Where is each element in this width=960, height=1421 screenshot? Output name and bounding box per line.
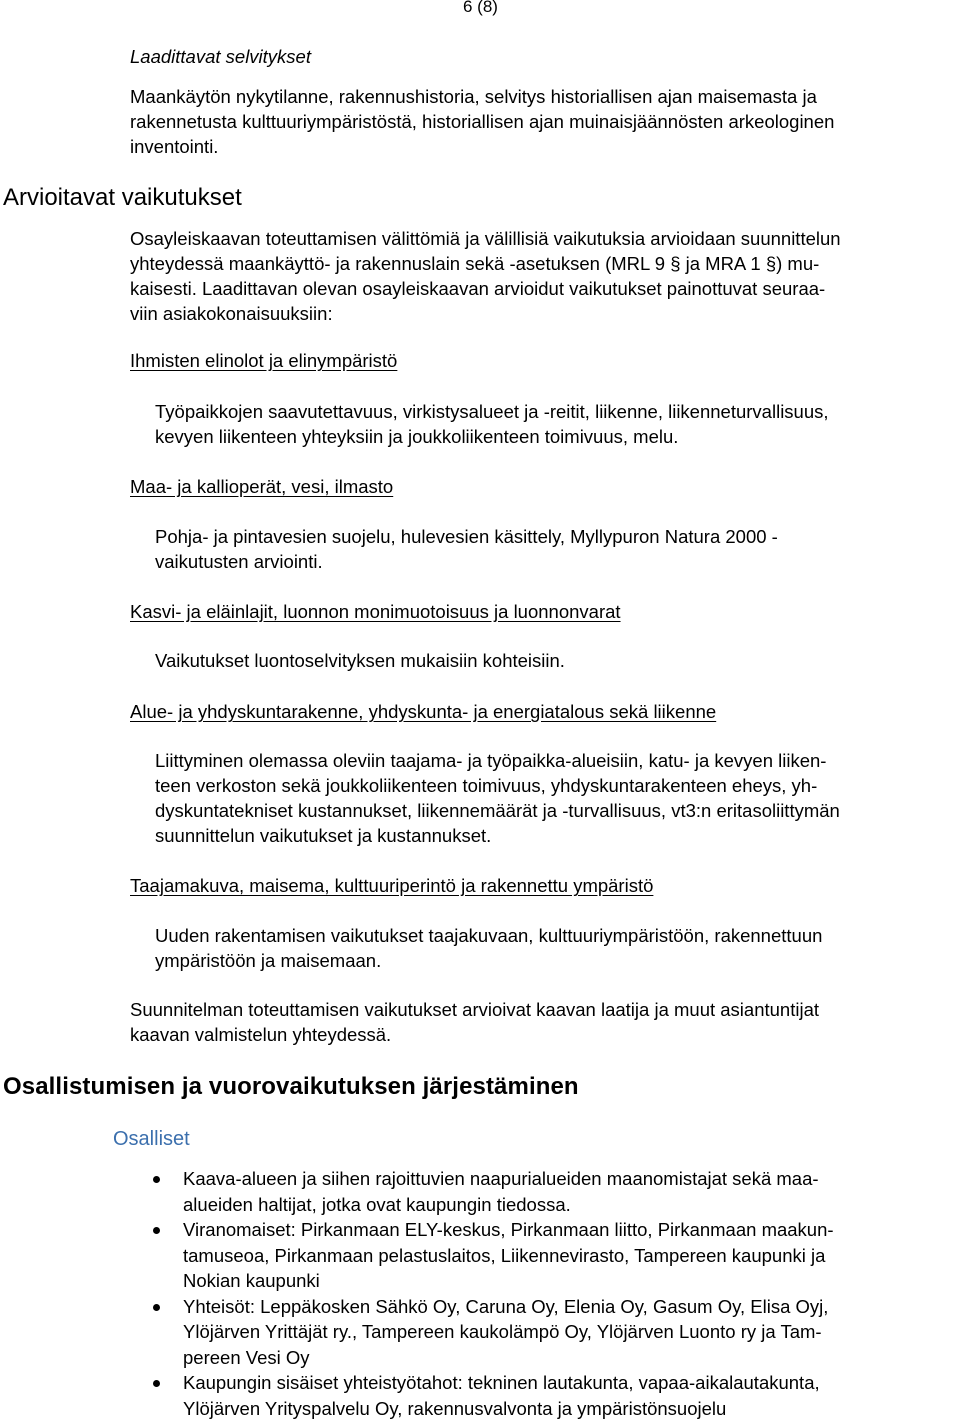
text-line: kaisesti. Laadittavan olevan osayleiskaavan arvioidut vaikutukset painottuvat seuraa- <box>130 276 841 301</box>
text-line: Nokian kaupunki <box>183 1268 952 1294</box>
osalliset-list <box>152 1166 952 1421</box>
heading-osallistuminen: Osallistumisen ja vuorovaikutuksen järjestäminen <box>3 1072 579 1102</box>
text-line: Kaava-alueen ja siihen rajoittuvien naapurialueiden maanomistajat sekä maa- <box>183 1166 952 1192</box>
subheading-alue: Alue- ja yhdyskuntarakenne, yhdyskunta- ja energiatalous sekä liikenne <box>130 699 716 724</box>
text-line: Maankäytön nykytilanne, rakennushistoria, selvitys historiallisen ajan maisemasta ja <box>130 84 834 109</box>
subheading-osalliset: Osalliset <box>113 1126 190 1152</box>
text-line: suunnittelun vaikutukset ja kustannukset. <box>155 823 840 848</box>
paragraph-laaditttavat <box>130 84 834 159</box>
text-line: Yhteisöt: Leppäkosken Sähkö Oy, Caruna Oy, Elenia Oy, Gasum Oy, Elisa Oyj, <box>183 1294 952 1320</box>
text-line: vaikutusten arviointi. <box>155 549 778 574</box>
list-item <box>152 1166 952 1217</box>
paragraph-suunnitelman <box>130 997 819 1047</box>
text-line: viin asiakokonaisuuksiin: <box>130 301 841 326</box>
text-line: teen verkoston sekä joukkoliikenteen toimivuus, yhdyskuntarakenteen eheys, yh- <box>155 773 840 798</box>
paragraph-taajama <box>155 923 822 973</box>
page-number: 6 (8) <box>463 0 498 18</box>
list-item <box>152 1294 952 1371</box>
list-item <box>152 1370 952 1421</box>
list-item <box>152 1217 952 1294</box>
text-line: kevyen liikenteen yhteyksiin ja joukkoliikenteen toimivuus, melu. <box>155 424 829 449</box>
subheading-ihmisten: Ihmisten elinolot ja elinympäristö <box>130 348 397 373</box>
paragraph-arvioitavat <box>130 226 841 326</box>
text-line: Kaupungin sisäiset yhteistyötahot: tekninen lautakunta, vapaa-aikalautakunta, <box>183 1370 952 1396</box>
subheading-taajama: Taajamakuva, maisema, kulttuuriperintö ja rakennettu ympäristö <box>130 873 653 898</box>
text-line: Liittyminen olemassa oleviin taajama- ja työpaikka-alueisiin, katu- ja kevyen liiken- <box>155 748 840 773</box>
paragraph-ihmisten <box>155 399 829 449</box>
text-line: tamuseoa, Pirkanmaan pelastuslaitos, Liikennevirasto, Tampereen kaupunki ja <box>183 1243 952 1269</box>
text-line: Osayleiskaavan toteuttamisen välittömiä ja välillisiä vaikutuksia arvioidaan suunnittelun <box>130 226 841 251</box>
text-line: Uuden rakentamisen vaikutukset taajakuvaan, kulttuuriympäristöön, rakennettuun <box>155 923 822 948</box>
text-line: alueiden haltijat, jotka ovat kaupungin tiedossa. <box>183 1192 952 1218</box>
subheading-kasvi: Kasvi- ja eläinlajit, luonnon monimuotoisuus ja luonnonvarat <box>130 599 621 624</box>
text-line: Viranomaiset: Pirkanmaan ELY-keskus, Pirkanmaan liitto, Pirkanmaan maakun- <box>183 1217 952 1243</box>
paragraph-maa <box>155 524 778 574</box>
section-title-laaditttavat: Laadittavat selvitykset <box>130 44 311 69</box>
text-line: Ylöjärven Yrittäjät ry., Tampereen kaukolämpö Oy, Ylöjärven Luonto ry ja Tam- <box>183 1319 952 1345</box>
text-line: rakennetusta kulttuuriympäristöstä, historiallisen ajan muinaisjäännösten arkeologinen <box>130 109 834 134</box>
paragraph-kasvi <box>155 648 565 673</box>
text-line: dyskuntatekniset kustannukset, liikennemäärät ja -turvallisuus, vt3:n eritasoliittymän <box>155 798 840 823</box>
text-line: ympäristöön ja maisemaan. <box>155 948 822 973</box>
text-line: inventointi. <box>130 134 834 159</box>
subheading-maa: Maa- ja kallioperät, vesi, ilmasto <box>130 474 393 499</box>
text-line: Vaikutukset luontoselvityksen mukaisiin kohteisiin. <box>155 648 565 673</box>
text-line: yhteydessä maankäyttö- ja rakennuslain sekä -asetuksen (MRL 9 § ja MRA 1 §) mu- <box>130 251 841 276</box>
text-line: Suunnitelman toteuttamisen vaikutukset arvioivat kaavan laatija ja muut asiantuntijat <box>130 997 819 1022</box>
text-line: Pohja- ja pintavesien suojelu, hulevesien käsittely, Myllypuron Natura 2000 - <box>155 524 778 549</box>
text-line: pereen Vesi Oy <box>183 1345 952 1371</box>
text-line: Työpaikkojen saavutettavuus, virkistysalueet ja -reitit, liikenne, liikenneturvallisuus, <box>155 399 829 424</box>
paragraph-alue <box>155 748 840 848</box>
text-line: kaavan valmistelun yhteydessä. <box>130 1022 819 1047</box>
text-line: Ylöjärven Yrityspalvelu Oy, rakennusvalvonta ja ympäristönsuojelu <box>183 1396 952 1421</box>
heading-arvioitavat: Arvioitavat vaikutukset <box>3 183 242 213</box>
